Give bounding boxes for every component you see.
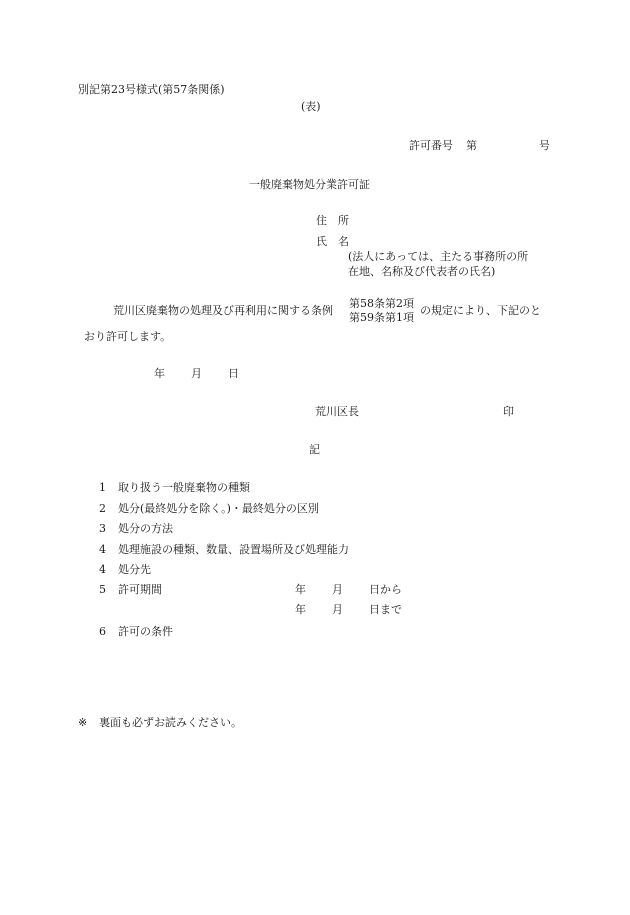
item-text: 処分の方法: [118, 522, 173, 535]
permit-number-label: 許可番号: [409, 139, 453, 152]
period-to-day: 日まで: [369, 603, 402, 616]
footer-note: 裏面も必ずお読みください。: [99, 716, 242, 729]
date-day: 日: [228, 367, 239, 380]
item-text: 処分先: [118, 563, 151, 576]
permit-number-go: 号: [539, 139, 550, 152]
footer-mark: ※: [78, 716, 88, 729]
seal-mark: 印: [503, 405, 514, 418]
period-to-month: 月: [332, 603, 343, 616]
item-text: 許可の条件: [118, 625, 173, 638]
issuer: 荒川区長: [315, 405, 359, 418]
side-label: (表): [301, 100, 321, 113]
document-title: 一般廃棄物処分業許可証: [249, 178, 370, 191]
item-number: 6: [99, 625, 106, 638]
item-number: 3: [99, 522, 106, 535]
item-text: 取り扱う一般廃棄物の種類: [118, 481, 250, 494]
form-label: 別記第23号様式(第57条関係): [78, 83, 225, 96]
period-from-month: 月: [332, 583, 343, 596]
permit-number-dai: 第: [466, 139, 477, 152]
name-label: 氏 名: [316, 235, 349, 248]
body-prefix: 荒川区廃棄物の処理及び再利用に関する条例: [113, 304, 333, 317]
body-article-1: 第58条第2項: [349, 297, 414, 310]
item-number: 5: [99, 583, 106, 596]
item-text: 許可期間: [118, 583, 162, 596]
item-text: 処分(最終処分を除く。)・最終処分の区別: [118, 502, 319, 515]
date-month: 月: [191, 367, 202, 380]
period-from-year: 年: [295, 583, 306, 596]
address-label: 住 所: [316, 214, 349, 227]
date-year: 年: [154, 367, 165, 380]
body-article-2: 第59条第1項: [349, 311, 414, 324]
body-line-2: おり許可します。: [84, 330, 172, 343]
item-text: 処理施設の種類、数量、設置場所及び処理能力: [118, 543, 349, 556]
period-to-year: 年: [295, 603, 306, 616]
corp-note-line1: (法人にあっては、主たる事務所の所: [348, 250, 529, 263]
item-number: 4: [99, 563, 106, 576]
item-number: 4: [99, 543, 106, 556]
period-from-day: 日から: [369, 583, 402, 596]
corp-note-line2: 在地、名称及び代表者の氏名): [348, 265, 496, 278]
ki-heading: 記: [309, 443, 320, 456]
item-number: 2: [99, 502, 106, 515]
body-suffix: の規定により、下記のと: [420, 304, 541, 317]
item-number: 1: [99, 481, 106, 494]
